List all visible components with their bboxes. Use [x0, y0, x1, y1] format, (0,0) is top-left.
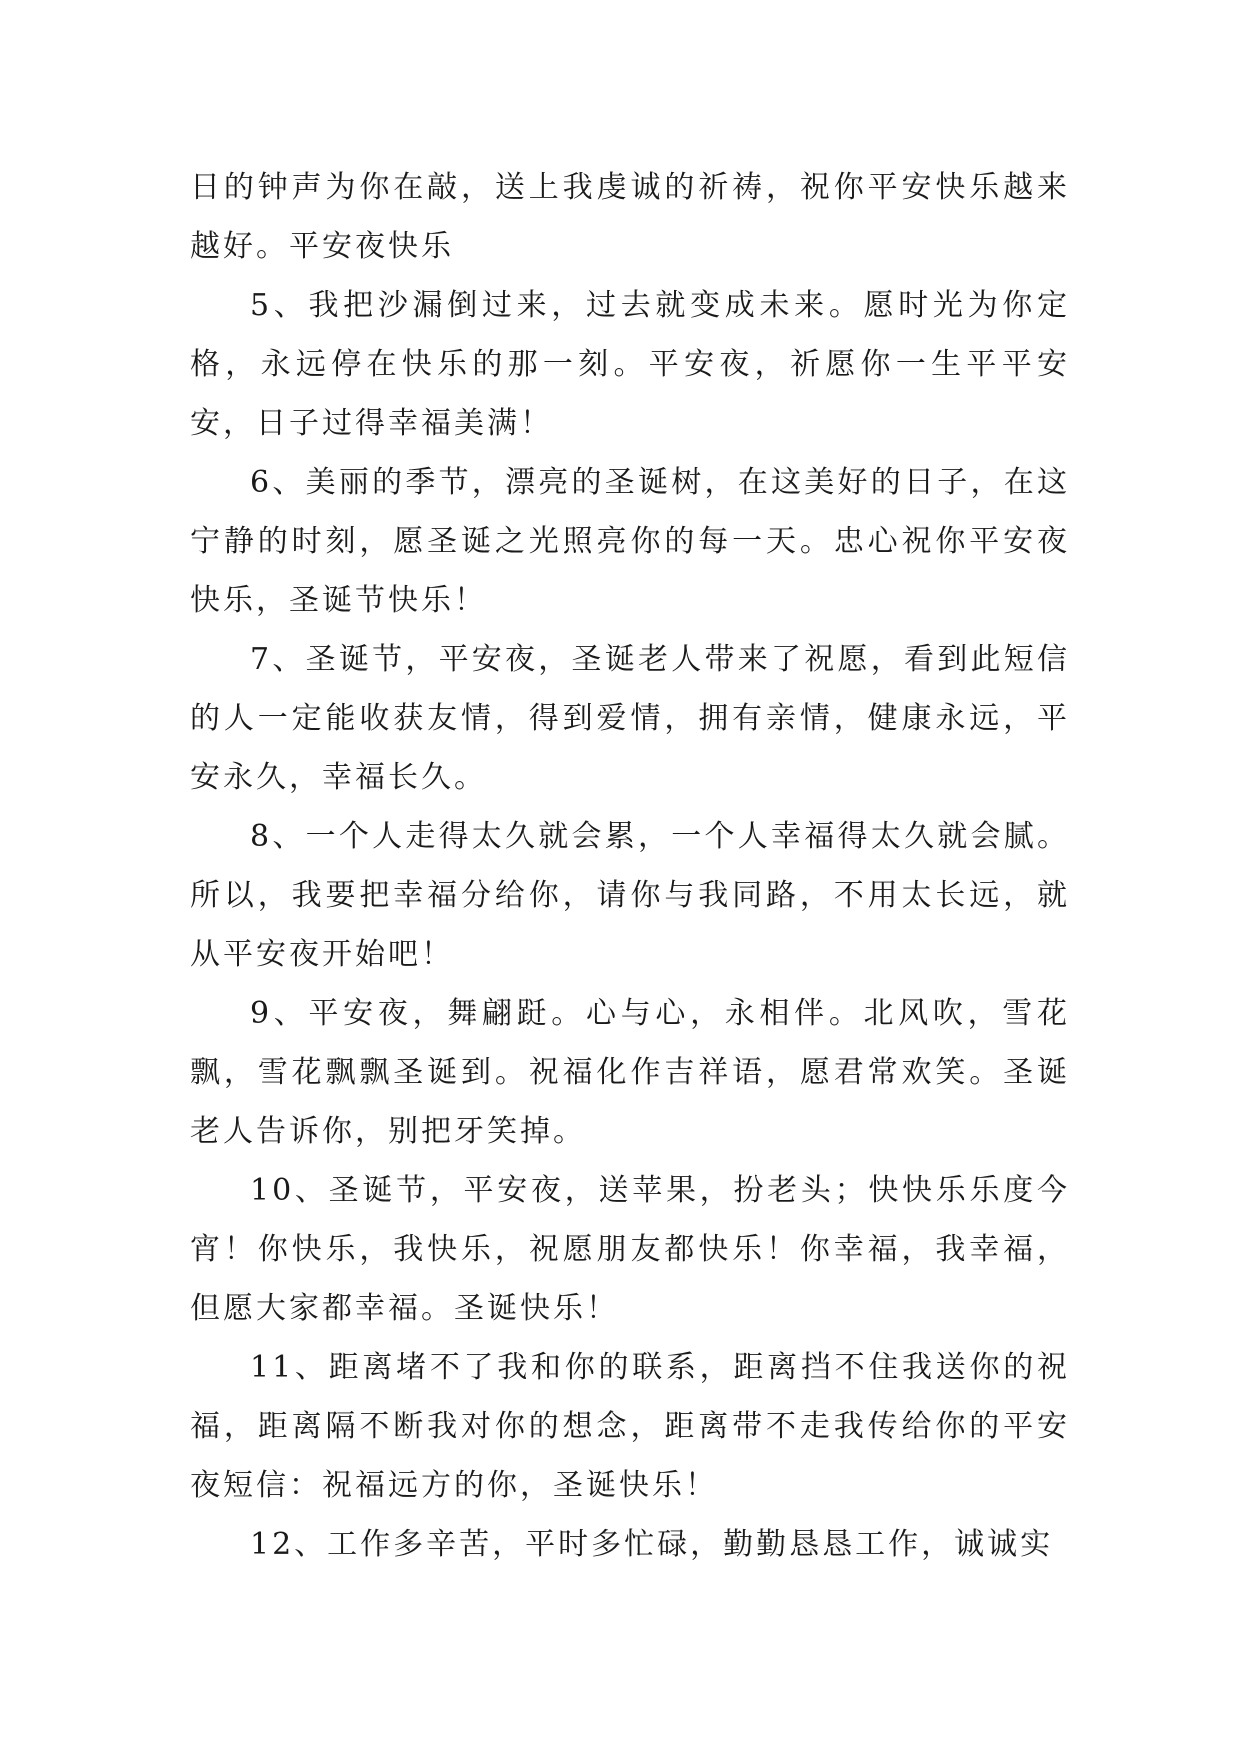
- paragraph-item-5: 5、我把沙漏倒过来，过去就变成未来。愿时光为你定格，永远停在快乐的那一刻。平安夜，祈愿你一生平平安安，日子过得幸福美满！: [190, 288, 1070, 441]
- paragraph-item-12: 12、工作多辛苦，平时多忙碌，勤勤恳恳工作，诚诚实: [250, 1527, 1054, 1562]
- paragraph-item-8: 8、一个人走得太久就会累，一个人幸福得太久就会腻。所以，我要把幸福分给你，请你与我同路，不用太长远，就从平安夜开始吧！: [190, 819, 1070, 972]
- paragraph-continuation: 日的钟声为你在敲，送上我虔诚的祈祷，祝你平安快乐越来越好。平安夜快乐: [190, 170, 1070, 264]
- paragraph-item-9: 9、平安夜，舞翩跹。心与心，永相伴。北风吹，雪花飘，雪花飘飘圣诞到。祝福化作吉祥语，愿君常欢笑。圣诞老人告诉你，别把牙笑掉。: [190, 996, 1070, 1149]
- paragraph-item-10: 10、圣诞节，平安夜，送苹果，扮老头；快快乐乐度今宵！你快乐，我快乐，祝愿朋友都快乐！你幸福，我幸福，但愿大家都幸福。圣诞快乐！: [190, 1173, 1070, 1326]
- document-body: [190, 158, 1070, 1574]
- paragraph-item-6: 6、美丽的季节，漂亮的圣诞树，在这美好的日子，在这宁静的时刻，愿圣诞之光照亮你的每一天。忠心祝你平安夜快乐，圣诞节快乐！: [190, 465, 1070, 618]
- paragraph-item-11: 11、距离堵不了我和你的联系，距离挡不住我送你的祝福，距离隔不断我对你的想念，距离带不走我传给你的平安夜短信：祝福远方的你，圣诞快乐！: [190, 1350, 1070, 1503]
- paragraph-item-7: 7、圣诞节，平安夜，圣诞老人带来了祝愿，看到此短信的人一定能收获友情，得到爱情，拥有亲情，健康永远，平安永久，幸福长久。: [190, 642, 1070, 795]
